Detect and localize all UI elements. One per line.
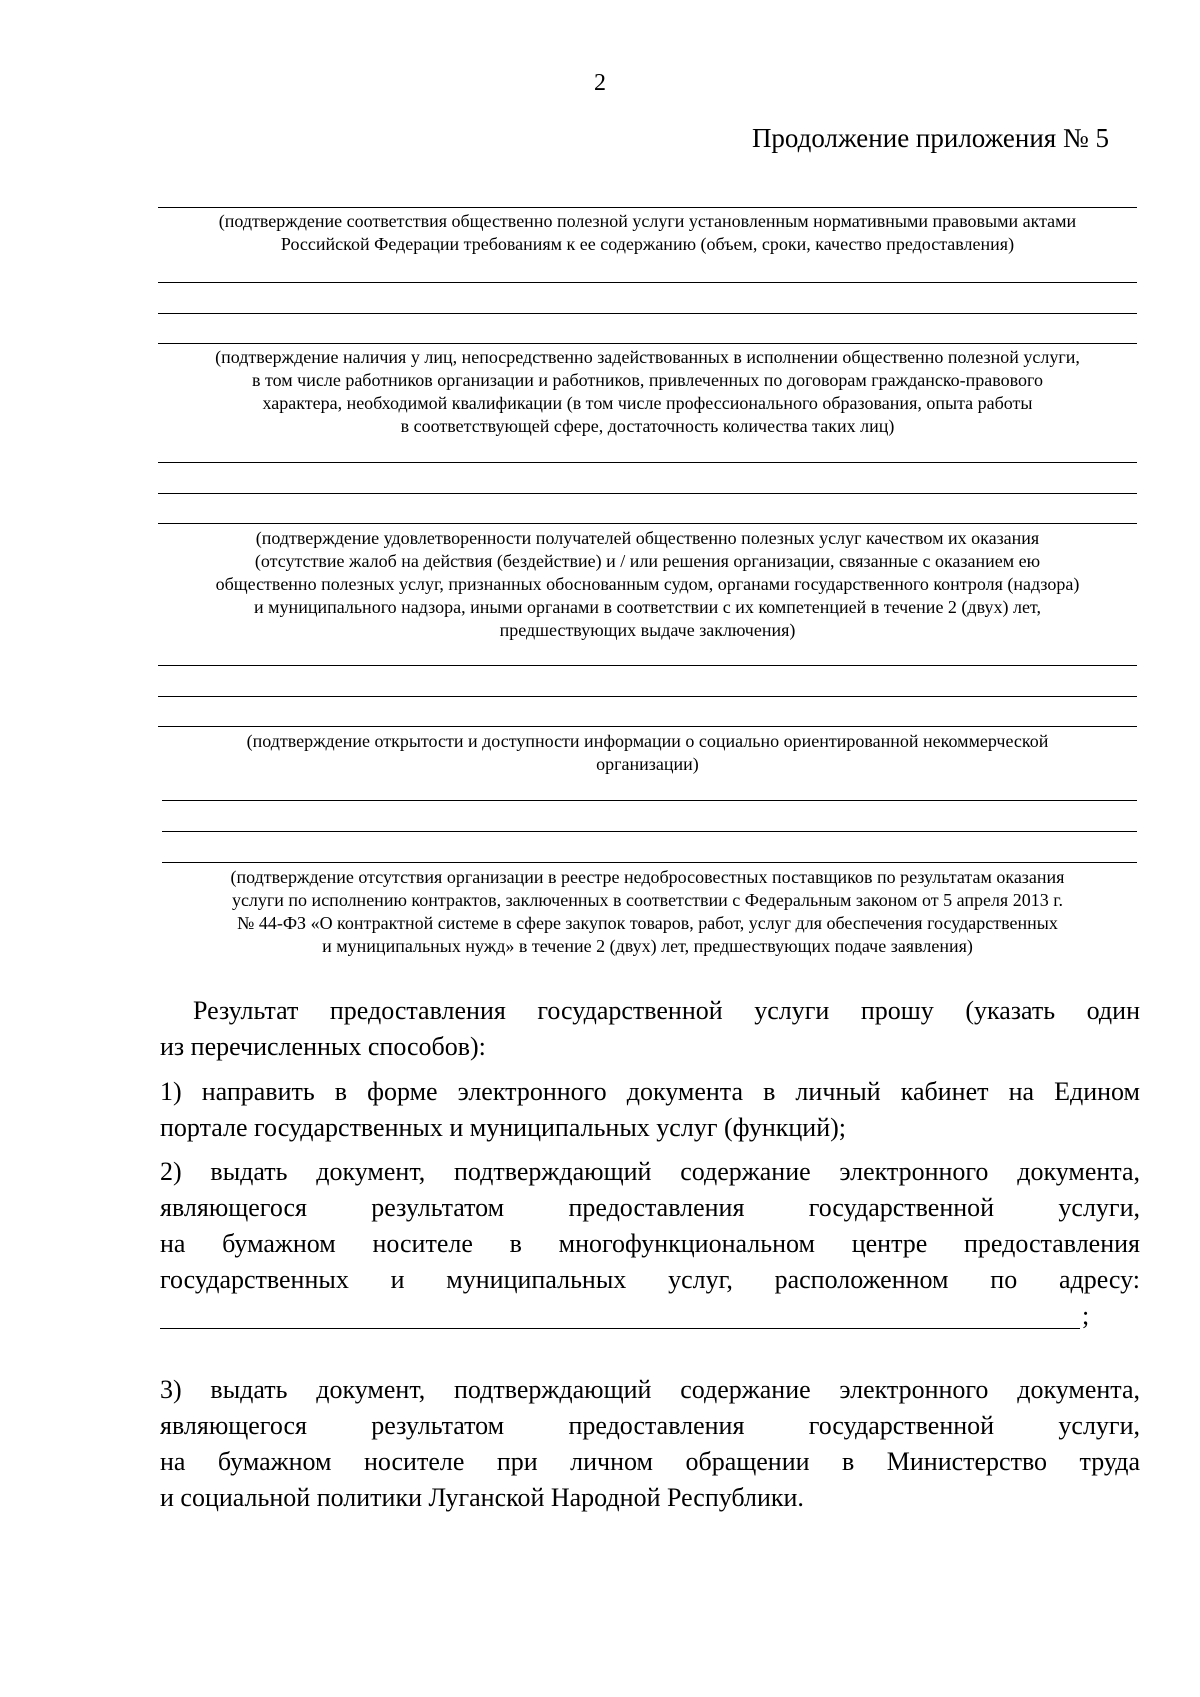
fill-line[interactable] <box>158 726 1137 727</box>
paragraph-line: являющегося результатом предоставления государственной услуги, <box>160 1411 1140 1440</box>
option-1-paragraph <box>160 1074 1140 1146</box>
caption-line: и муниципального надзора, иными органами в соответствии с их компетенцией в течение 2 (двух) лет, <box>254 597 1041 617</box>
fill-line[interactable] <box>158 313 1137 314</box>
caption-line: в том числе работников организации и работников, привлеченных по договорам гражданско-правового <box>252 370 1043 390</box>
appendix-label: Продолжение приложения № 5 <box>751 123 1109 153</box>
section-caption <box>150 730 1145 776</box>
fill-line[interactable] <box>158 462 1137 463</box>
fill-line[interactable] <box>162 800 1137 801</box>
address-underline[interactable] <box>160 1328 1080 1329</box>
caption-line: характера, необходимой квалификации (в том числе профессионального образования, опыта работы <box>262 393 1033 413</box>
fill-line[interactable] <box>162 831 1137 832</box>
caption-line: услуги по исполнению контрактов, заключенных в соответствии с Федеральным законом от 5 апреля 2013 г. <box>231 890 1064 910</box>
paragraph-line: 3) выдать документ, подтверждающий содержание электронного документа, <box>160 1375 1140 1404</box>
fill-line[interactable] <box>162 862 1137 863</box>
fill-line[interactable] <box>158 696 1137 697</box>
caption-line: (подтверждение удовлетворенности получателей общественно полезных услуг качеством их оказания <box>255 528 1040 548</box>
section-caption <box>150 527 1145 642</box>
caption-line: № 44-ФЗ «О контрактной системе в сфере закупок товаров, работ, услуг для обеспечения государственных <box>237 913 1058 933</box>
paragraph-line: и социальной политики Луганской Народной Республики. <box>160 1483 804 1512</box>
fill-line[interactable] <box>158 493 1137 494</box>
address-terminator: ; <box>1082 1301 1090 1330</box>
caption-line: в соответствующей сфере, достаточность количества таких лиц) <box>400 416 895 436</box>
caption-line: (подтверждение открытости и доступности информации о социально ориентированной некоммерческой <box>246 731 1049 751</box>
caption-line: общественно полезных услуг, признанных обоснованным судом, органами государственного контроля (надзора) <box>215 574 1080 594</box>
caption-line: (подтверждение соответствия общественно полезной услуги установленным нормативными правовыми актами <box>218 211 1077 231</box>
fill-line[interactable] <box>158 207 1137 208</box>
result-intro-paragraph <box>160 993 1140 1065</box>
page-number: 2 <box>594 70 606 96</box>
caption-line: предшествующих выдаче заключения) <box>499 620 796 640</box>
caption-line: (отсутствие жалоб на действия (бездействие) и / или решения организации, связанные с оказанием ею <box>254 551 1041 571</box>
section-caption <box>150 346 1145 438</box>
caption-line: (подтверждение наличия у лиц, непосредственно задействованных в исполнении общественно полезной услуги, <box>215 347 1080 367</box>
paragraph-line: портале государственных и муниципальных услуг (функций); <box>160 1113 847 1142</box>
caption-line: и муниципальных нужд» в течение 2 (двух) лет, предшествующих подаче заявления) <box>322 936 973 956</box>
section-caption <box>150 210 1145 256</box>
paragraph-line: на бумажном носителе при личном обращении в Министерство труда <box>160 1447 1140 1476</box>
paragraph-line: 2) выдать документ, подтверждающий содержание электронного документа, <box>160 1157 1140 1186</box>
caption-line: Российской Федерации требованиям к ее содержанию (объем, сроки, качество предоставления) <box>280 234 1015 254</box>
caption-line: (подтверждение отсутствия организации в реестре недобросовестных поставщиков по результатам оказания <box>230 867 1065 887</box>
fill-line[interactable] <box>158 343 1137 344</box>
paragraph-line: из перечисленных способов): <box>160 1032 486 1061</box>
paragraph-line: на бумажном носителе в многофункциональном центре предоставления <box>160 1229 1140 1258</box>
fill-line[interactable] <box>158 523 1137 524</box>
paragraph-line: 1) направить в форме электронного документа в личный кабинет на Едином <box>160 1077 1140 1106</box>
paragraph-line: являющегося результатом предоставления государственной услуги, <box>160 1193 1140 1222</box>
caption-line: организации) <box>596 754 699 774</box>
fill-line[interactable] <box>158 282 1137 283</box>
option-3-paragraph <box>160 1372 1140 1516</box>
section-caption <box>150 866 1145 958</box>
paragraph-line: Результат предоставления государственной услуги прошу (указать один <box>193 996 1140 1025</box>
address-field[interactable] <box>160 1298 1140 1334</box>
fill-line[interactable] <box>158 665 1137 666</box>
paragraph-line: государственных и муниципальных услуг, расположенном по адресу: <box>160 1265 1140 1294</box>
option-2-paragraph <box>160 1154 1140 1334</box>
